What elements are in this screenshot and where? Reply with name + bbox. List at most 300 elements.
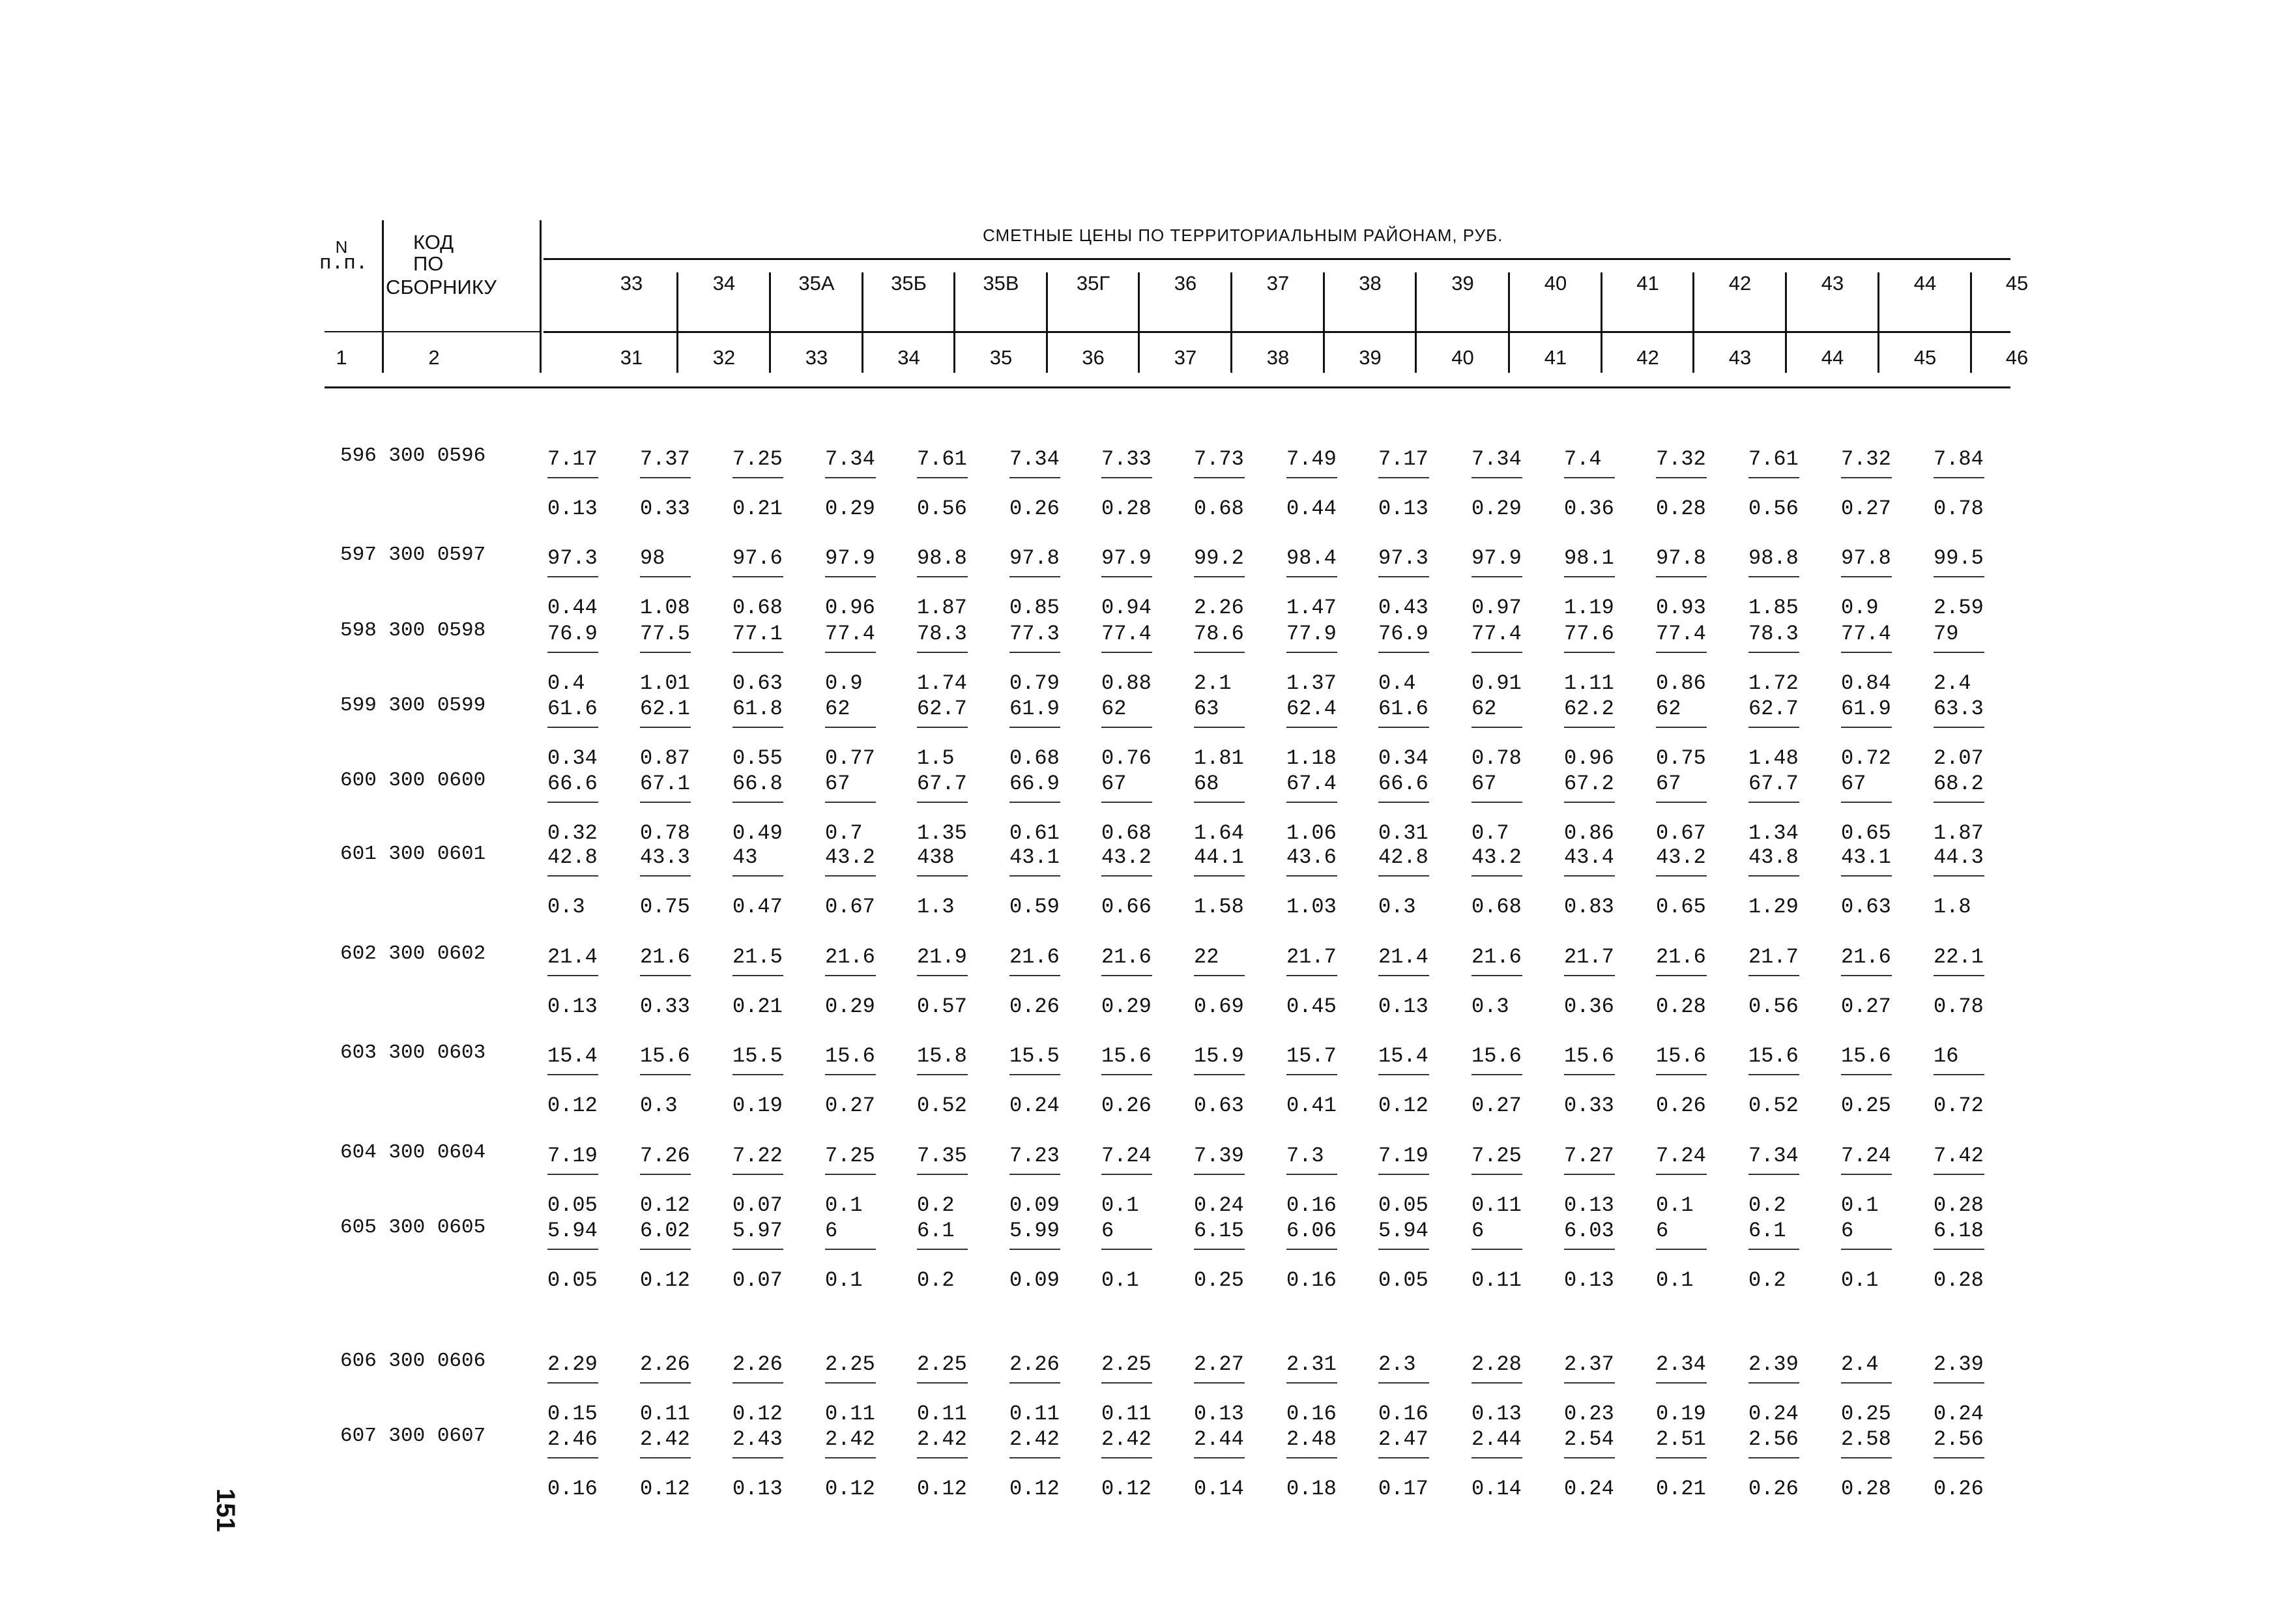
price-subvalue: 0.1 <box>1841 1193 1879 1217</box>
price-value: 21.6 <box>825 945 875 969</box>
fraction-line <box>732 1074 783 1075</box>
fraction-line <box>640 875 691 877</box>
price-value: 43.2 <box>1656 845 1706 869</box>
price-value: 15.6 <box>640 1044 690 1068</box>
price-value: 7.25 <box>825 1144 875 1168</box>
price-value: 7.3 <box>1286 1144 1324 1168</box>
fraction-line <box>1656 727 1707 728</box>
fraction-line <box>640 1249 691 1250</box>
price-subvalue: 0.16 <box>547 1477 598 1501</box>
price-value: 2.39 <box>1748 1352 1799 1376</box>
fraction-line <box>640 477 691 478</box>
price-subvalue: 0.2 <box>1748 1193 1786 1217</box>
fraction-line <box>1378 875 1429 877</box>
fraction-line <box>547 802 598 803</box>
fraction-line <box>732 1382 783 1384</box>
fraction-line <box>1286 802 1337 803</box>
district-header: 38 <box>1359 272 1382 295</box>
fraction-line <box>825 477 876 478</box>
fraction-line <box>1748 477 1799 478</box>
price-value: 97.8 <box>1656 546 1706 570</box>
fraction-line <box>547 652 598 653</box>
fraction-line <box>1194 802 1245 803</box>
price-subvalue: 0.61 <box>1009 821 1060 845</box>
price-subvalue: 0.3 <box>640 1094 678 1118</box>
price-value: 43.4 <box>1564 845 1614 869</box>
price-value: 43.1 <box>1009 845 1060 869</box>
fraction-line <box>1748 975 1799 976</box>
price-value: 15.6 <box>1748 1044 1799 1068</box>
price-value: 67 <box>1101 772 1127 796</box>
price-value: 62 <box>1101 697 1127 721</box>
price-subvalue: 2.26 <box>1194 596 1244 620</box>
price-subvalue: 1.06 <box>1286 821 1337 845</box>
price-value: 7.22 <box>732 1144 783 1168</box>
fraction-line <box>1194 975 1245 976</box>
fraction-line <box>1378 1382 1429 1384</box>
price-value: 2.4 <box>1841 1352 1879 1376</box>
price-subvalue: 1.34 <box>1748 821 1799 845</box>
price-subvalue: 0.11 <box>640 1402 690 1426</box>
price-value: 77.4 <box>825 622 875 646</box>
row-code: 607 300 0607 <box>340 1425 486 1447</box>
price-subvalue: 0.1 <box>1101 1268 1139 1292</box>
price-subvalue: 0.36 <box>1564 497 1614 521</box>
column-number: 31 <box>620 346 643 369</box>
fraction-line <box>1748 1457 1799 1458</box>
fraction-line <box>1564 727 1615 728</box>
fraction-line <box>1934 1457 1984 1458</box>
price-subvalue: 0.33 <box>640 497 690 521</box>
header-sborniku: СБОРНИКУ <box>386 276 497 298</box>
header-kod: КОД <box>413 231 454 254</box>
price-value: 76.9 <box>1378 622 1428 646</box>
price-value: 2.42 <box>1009 1427 1060 1451</box>
price-value: 2.56 <box>1748 1427 1799 1451</box>
row-code: 598 300 0598 <box>340 619 486 642</box>
fraction-line <box>732 875 783 877</box>
district-header: 39 <box>1451 272 1474 295</box>
price-subvalue: 0.05 <box>547 1268 598 1292</box>
column-number: 40 <box>1451 346 1474 369</box>
price-value: 22.1 <box>1934 945 1984 969</box>
price-subvalue: 0.66 <box>1101 895 1152 919</box>
price-value: 7.61 <box>917 447 967 471</box>
fraction-line <box>1841 1457 1892 1458</box>
price-subvalue: 0.13 <box>547 497 598 521</box>
fraction-line <box>1656 975 1707 976</box>
fraction-line <box>1841 727 1892 728</box>
price-value: 66.6 <box>1378 772 1428 796</box>
price-subvalue: 0.19 <box>732 1094 783 1118</box>
price-subvalue: 0.1 <box>1656 1193 1694 1217</box>
price-subvalue: 0.44 <box>1286 497 1337 521</box>
price-subvalue: 0.28 <box>1101 497 1152 521</box>
fraction-line <box>1934 975 1984 976</box>
fraction-line <box>1101 1074 1152 1075</box>
column-number: 37 <box>1174 346 1197 369</box>
price-value: 44.1 <box>1194 845 1244 869</box>
fraction-line <box>547 1457 598 1458</box>
fraction-line <box>547 1174 598 1175</box>
price-subvalue: 0.65 <box>1656 895 1706 919</box>
price-subvalue: 0.19 <box>1656 1402 1706 1426</box>
price-value: 77.4 <box>1101 622 1152 646</box>
fraction-line <box>1471 1457 1522 1458</box>
price-value: 7.23 <box>1009 1144 1060 1168</box>
price-subvalue: 1.3 <box>917 895 955 919</box>
fraction-line <box>547 477 598 478</box>
price-value: 44.3 <box>1934 845 1984 869</box>
fraction-line <box>547 975 598 976</box>
price-value: 7.17 <box>547 447 598 471</box>
fraction-line <box>732 727 783 728</box>
price-value: 61.8 <box>732 697 783 721</box>
fraction-line <box>1748 802 1799 803</box>
price-subvalue: 0.16 <box>1378 1402 1428 1426</box>
fraction-line <box>1009 1249 1060 1250</box>
column-number: 32 <box>712 346 736 369</box>
fraction-line <box>917 727 968 728</box>
fraction-line <box>1471 652 1522 653</box>
fraction-line <box>1378 727 1429 728</box>
price-value: 15.9 <box>1194 1044 1244 1068</box>
price-subvalue: 0.72 <box>1841 746 1891 770</box>
column-number: 39 <box>1359 346 1382 369</box>
price-subvalue: 0.7 <box>1471 821 1509 845</box>
price-value: 68.2 <box>1934 772 1984 796</box>
price-value: 6.18 <box>1934 1219 1984 1243</box>
price-value: 2.56 <box>1934 1427 1984 1451</box>
price-value: 2.51 <box>1656 1427 1706 1451</box>
price-subvalue: 0.27 <box>825 1094 875 1118</box>
price-value: 67 <box>1656 772 1681 796</box>
price-subvalue: 0.47 <box>732 895 783 919</box>
price-subvalue: 0.26 <box>1009 994 1060 1019</box>
price-value: 63.3 <box>1934 697 1984 721</box>
fraction-line <box>1101 1382 1152 1384</box>
fraction-line <box>1656 1074 1707 1075</box>
price-subvalue: 0.56 <box>1748 994 1799 1019</box>
price-value: 62.2 <box>1564 697 1614 721</box>
price-subvalue: 1.87 <box>917 596 967 620</box>
price-value: 15.7 <box>1286 1044 1337 1068</box>
price-value: 7.34 <box>825 447 875 471</box>
column-number: 41 <box>1544 346 1567 369</box>
price-subvalue: 0.9 <box>1841 596 1879 620</box>
fraction-line <box>1194 477 1245 478</box>
price-subvalue: 2.4 <box>1934 671 1971 695</box>
price-value: 21.6 <box>1656 945 1706 969</box>
fraction-line <box>1286 652 1337 653</box>
price-subvalue: 0.55 <box>732 746 783 770</box>
district-header: 37 <box>1266 272 1290 295</box>
district-header: 36 <box>1174 272 1197 295</box>
price-subvalue: 0.56 <box>917 497 967 521</box>
fraction-line <box>1286 1249 1337 1250</box>
fraction-line <box>1101 875 1152 877</box>
fraction-line <box>1564 477 1615 478</box>
price-value: 21.5 <box>732 945 783 969</box>
fraction-line <box>1656 477 1707 478</box>
price-value: 16 <box>1934 1044 1959 1068</box>
price-value: 6 <box>1656 1219 1669 1243</box>
fraction-line <box>825 1174 876 1175</box>
fraction-line <box>1656 1174 1707 1175</box>
price-value: 2.42 <box>917 1427 967 1451</box>
price-value: 2.46 <box>547 1427 598 1451</box>
column-number: 35 <box>989 346 1013 369</box>
price-value: 97.9 <box>1471 546 1522 570</box>
fraction-line <box>1841 477 1892 478</box>
column-number: 36 <box>1082 346 1105 369</box>
row-code: 597 300 0597 <box>340 544 486 566</box>
fraction-line <box>1101 576 1152 577</box>
fraction-line <box>1748 727 1799 728</box>
price-subvalue: 0.05 <box>1378 1268 1428 1292</box>
price-subvalue: 0.75 <box>1656 746 1706 770</box>
fraction-line <box>547 1074 598 1075</box>
fraction-line <box>1564 875 1615 877</box>
rule-h-left <box>325 331 540 332</box>
district-header: 40 <box>1544 272 1567 295</box>
price-value: 21.6 <box>1101 945 1152 969</box>
price-value: 2.25 <box>917 1352 967 1376</box>
price-subvalue: 0.24 <box>1934 1402 1984 1426</box>
price-value: 7.24 <box>1656 1144 1706 1168</box>
price-value: 42.8 <box>1378 845 1428 869</box>
price-subvalue: 0.63 <box>1194 1094 1244 1118</box>
price-value: 79 <box>1934 622 1959 646</box>
price-subvalue: 0.78 <box>640 821 690 845</box>
fraction-line <box>1101 652 1152 653</box>
fraction-line <box>1564 1174 1615 1175</box>
price-value: 15.8 <box>917 1044 967 1068</box>
fraction-line <box>1378 802 1429 803</box>
fraction-line <box>825 875 876 877</box>
price-value: 6.15 <box>1194 1219 1244 1243</box>
price-value: 15.6 <box>1101 1044 1152 1068</box>
row-code: 600 300 0600 <box>340 769 486 792</box>
price-subvalue: 0.07 <box>732 1268 783 1292</box>
fraction-line <box>1194 1174 1245 1175</box>
price-value: 67 <box>825 772 850 796</box>
price-subvalue: 0.2 <box>917 1193 955 1217</box>
fraction-line <box>1378 1249 1429 1250</box>
fraction-line <box>917 875 968 877</box>
fraction-line <box>1841 1382 1892 1384</box>
fraction-line <box>1656 1457 1707 1458</box>
fraction-line <box>917 1074 968 1075</box>
rule-v-district-0 <box>676 272 678 373</box>
price-subvalue: 0.29 <box>825 497 875 521</box>
price-value: 97.6 <box>732 546 783 570</box>
price-value: 7.32 <box>1656 447 1706 471</box>
column-number: 38 <box>1266 346 1290 369</box>
price-value: 21.4 <box>1378 945 1428 969</box>
price-value: 42.8 <box>547 845 598 869</box>
price-subvalue: 0.12 <box>1009 1477 1060 1501</box>
price-subvalue: 0.12 <box>917 1477 967 1501</box>
price-value: 6.1 <box>917 1219 955 1243</box>
price-subvalue: 0.34 <box>1378 746 1428 770</box>
price-value: 6 <box>1471 1219 1485 1243</box>
price-subvalue: 1.5 <box>917 746 955 770</box>
fraction-line <box>825 727 876 728</box>
price-subvalue: 0.84 <box>1841 671 1891 695</box>
fraction-line <box>1286 975 1337 976</box>
price-subvalue: 0.1 <box>825 1268 863 1292</box>
district-header: 35А <box>798 272 835 295</box>
price-subvalue: 0.24 <box>1194 1193 1244 1217</box>
price-value: 7.33 <box>1101 447 1152 471</box>
price-value: 6.1 <box>1748 1219 1786 1243</box>
price-value: 15.4 <box>1378 1044 1428 1068</box>
price-subvalue: 0.09 <box>1009 1193 1060 1217</box>
price-subvalue: 0.77 <box>825 746 875 770</box>
fraction-line <box>1656 652 1707 653</box>
price-subvalue: 0.25 <box>1841 1402 1891 1426</box>
price-value: 7.25 <box>732 447 783 471</box>
price-value: 7.37 <box>640 447 690 471</box>
fraction-line <box>1564 576 1615 577</box>
price-value: 21.7 <box>1564 945 1614 969</box>
rule-v-district-2 <box>862 272 863 373</box>
price-value: 15.6 <box>1564 1044 1614 1068</box>
price-subvalue: 1.72 <box>1748 671 1799 695</box>
price-subvalue: 0.45 <box>1286 994 1337 1019</box>
fraction-line <box>1194 1382 1245 1384</box>
fraction-line <box>1101 1249 1152 1250</box>
price-subvalue: 0.28 <box>1934 1193 1984 1217</box>
district-header: 34 <box>712 272 736 295</box>
fraction-line <box>640 1382 691 1384</box>
price-subvalue: 0.88 <box>1101 671 1152 695</box>
fraction-line <box>825 802 876 803</box>
rule-v-district-6 <box>1230 272 1232 373</box>
price-subvalue: 0.78 <box>1471 746 1522 770</box>
price-subvalue: 0.12 <box>640 1268 690 1292</box>
fraction-line <box>547 1382 598 1384</box>
price-subvalue: 0.29 <box>825 994 875 1019</box>
price-subvalue: 1.87 <box>1934 821 1984 845</box>
column-number: 42 <box>1636 346 1659 369</box>
price-subvalue: 0.12 <box>547 1094 598 1118</box>
price-subvalue: 0.44 <box>547 596 598 620</box>
price-value: 2.26 <box>732 1352 783 1376</box>
price-value: 78.3 <box>1748 622 1799 646</box>
price-value: 15.6 <box>1656 1044 1706 1068</box>
fraction-line <box>1934 1174 1984 1175</box>
price-subvalue: 0.13 <box>1471 1402 1522 1426</box>
price-subvalue: 0.27 <box>1841 994 1891 1019</box>
price-subvalue: 0.11 <box>917 1402 967 1426</box>
price-subvalue: 0.78 <box>1934 994 1984 1019</box>
price-value: 21.6 <box>1471 945 1522 969</box>
price-subvalue: 0.1 <box>1101 1193 1139 1217</box>
price-value: 63 <box>1194 697 1219 721</box>
price-value: 21.6 <box>640 945 690 969</box>
price-subvalue: 0.1 <box>825 1193 863 1217</box>
price-value: 97.9 <box>825 546 875 570</box>
fraction-line <box>1471 1249 1522 1250</box>
price-value: 21.4 <box>547 945 598 969</box>
fraction-line <box>1471 1382 1522 1384</box>
fraction-line <box>640 576 691 577</box>
fraction-line <box>1194 1249 1245 1250</box>
price-subvalue: 0.21 <box>732 497 783 521</box>
price-value: 61.9 <box>1841 697 1891 721</box>
price-value: 15.6 <box>825 1044 875 1068</box>
price-value: 7.73 <box>1194 447 1244 471</box>
fraction-line <box>1934 1382 1984 1384</box>
price-subvalue: 0.09 <box>1009 1268 1060 1292</box>
price-subvalue: 1.74 <box>917 671 967 695</box>
price-value: 61.6 <box>547 697 598 721</box>
price-value: 97.9 <box>1101 546 1152 570</box>
price-subvalue: 0.49 <box>732 821 783 845</box>
price-value: 62.1 <box>640 697 690 721</box>
row-code: 602 300 0602 <box>340 942 486 965</box>
fraction-line <box>732 1249 783 1250</box>
district-header: 35В <box>983 272 1019 295</box>
price-subvalue: 0.21 <box>1656 1477 1706 1501</box>
price-value: 43.8 <box>1748 845 1799 869</box>
price-value: 2.42 <box>640 1427 690 1451</box>
fraction-line <box>640 1074 691 1075</box>
price-value: 98.4 <box>1286 546 1337 570</box>
fraction-line <box>1286 1382 1337 1384</box>
price-subvalue: 0.18 <box>1286 1477 1337 1501</box>
fraction-line <box>1564 802 1615 803</box>
fraction-line <box>1286 727 1337 728</box>
price-subvalue: 0.33 <box>1564 1094 1614 1118</box>
fraction-line <box>825 1249 876 1250</box>
price-value: 21.7 <box>1286 945 1337 969</box>
price-value: 7.4 <box>1564 447 1602 471</box>
price-value: 97.8 <box>1841 546 1891 570</box>
fraction-line <box>1009 727 1060 728</box>
price-value: 2.44 <box>1471 1427 1522 1451</box>
price-subvalue: 0.7 <box>825 821 863 845</box>
price-value: 43.6 <box>1286 845 1337 869</box>
price-value: 7.24 <box>1101 1144 1152 1168</box>
column-number: 46 <box>2005 346 2029 369</box>
fraction-line <box>1009 875 1060 877</box>
fraction-line <box>1471 1174 1522 1175</box>
price-value: 21.9 <box>917 945 967 969</box>
price-value: 2.26 <box>1009 1352 1060 1376</box>
fraction-line <box>825 975 876 976</box>
rule-v-district-4 <box>1046 272 1048 373</box>
fraction-line <box>1934 652 1984 653</box>
price-value: 98.1 <box>1564 546 1614 570</box>
price-value: 43 <box>732 845 758 869</box>
fraction-line <box>1286 576 1337 577</box>
price-value: 2.42 <box>825 1427 875 1451</box>
fraction-line <box>732 652 783 653</box>
price-subvalue: 0.11 <box>1009 1402 1060 1426</box>
fraction-line <box>917 1382 968 1384</box>
price-value: 5.99 <box>1009 1219 1060 1243</box>
price-subvalue: 0.41 <box>1286 1094 1337 1118</box>
price-value: 77.4 <box>1471 622 1522 646</box>
fraction-line <box>1194 875 1245 877</box>
price-subvalue: 0.05 <box>1378 1193 1428 1217</box>
district-header: 33 <box>620 272 643 295</box>
price-subvalue: 0.2 <box>917 1268 955 1292</box>
price-value: 77.1 <box>732 622 783 646</box>
